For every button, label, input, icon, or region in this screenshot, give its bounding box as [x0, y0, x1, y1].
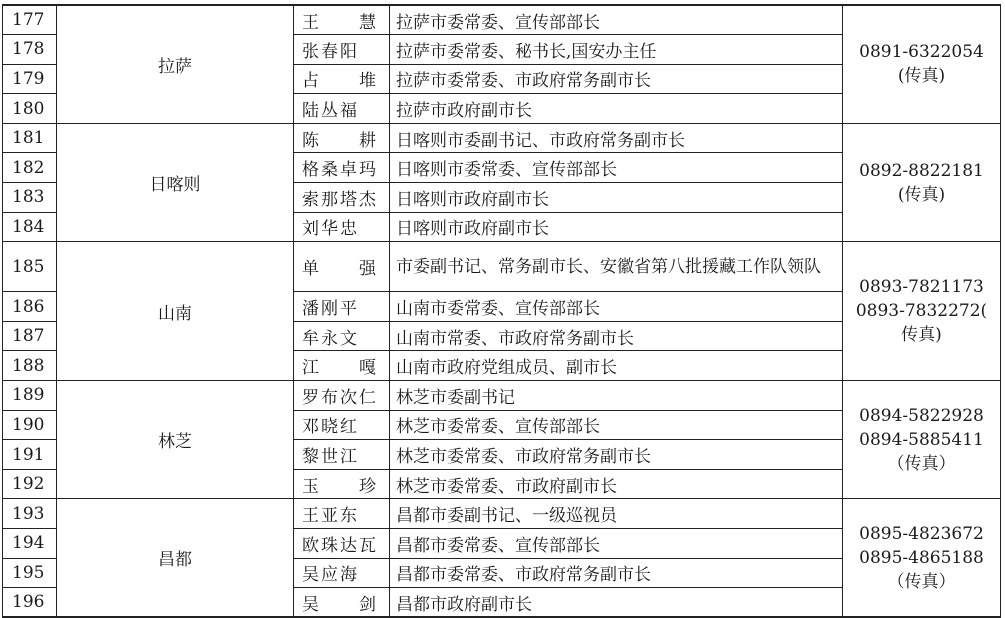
official-position: 林芝市委常委、宣传部部长 [390, 410, 843, 440]
official-position: 日喀则市委常委、宣传部部长 [390, 153, 843, 183]
phone-line: 0895-4865188 [859, 547, 984, 568]
table-row [3, 242, 1001, 292]
phone-line: (传真) [897, 66, 946, 87]
official-name: 吴应海 [294, 558, 390, 588]
official-name: 黎世江 [294, 440, 390, 470]
official-name: 格桑卓玛 [294, 153, 390, 183]
phone-line: 0893-7832272( [855, 301, 988, 322]
row-number: 191 [3, 440, 57, 470]
phone-line: 0892-8822181 [859, 160, 984, 181]
row-number: 194 [3, 529, 57, 559]
official-position: 林芝市委常委、市政府常务副市长 [390, 440, 843, 470]
row-number: 193 [3, 499, 57, 529]
city-name: 山南 [57, 242, 294, 381]
table-row [3, 123, 1001, 153]
row-number: 178 [3, 35, 57, 65]
city-name: 拉萨 [57, 5, 294, 123]
official-name: 索那塔杰 [294, 183, 390, 213]
official-position: 山南市政府党组成员、副市长 [390, 351, 843, 381]
row-number: 190 [3, 410, 57, 440]
official-name: 张春阳 [294, 35, 390, 65]
official-name: 单 强 [294, 242, 390, 292]
phone-line: (传真) [897, 184, 946, 205]
official-position: 拉萨市政府副市长 [390, 94, 843, 124]
official-position: 昌都市委常委、宣传部部长 [390, 529, 843, 559]
city-name: 昌都 [57, 499, 294, 617]
official-name: 王 慧 [294, 5, 390, 35]
official-position: 日喀则市委副书记、市政府常务副市长 [390, 123, 843, 153]
phone-line: 0893-7821173 [859, 277, 984, 298]
row-number: 179 [3, 64, 57, 94]
row-number: 180 [3, 94, 57, 124]
row-number: 181 [3, 123, 57, 153]
city-name: 日喀则 [57, 123, 294, 241]
official-name: 江 嘎 [294, 351, 390, 381]
official-position: 山南市常委、市政府常务副市长 [390, 321, 843, 351]
row-number: 187 [3, 321, 57, 351]
official-position: 拉萨市委常委、宣传部部长 [390, 5, 843, 35]
row-number: 192 [3, 469, 57, 499]
official-position: 昌都市委常委、市政府常务副市长 [390, 558, 843, 588]
official-name: 陆丛福 [294, 94, 390, 124]
row-number: 195 [3, 558, 57, 588]
official-position: 昌都市委副书记、一级巡视员 [390, 499, 843, 529]
official-position: 拉萨市委常委、市政府常务副市长 [390, 64, 843, 94]
phone-cell [843, 5, 1001, 123]
official-name: 欧珠达瓦 [294, 529, 390, 559]
phone-line: 0894-5822928 [859, 405, 984, 426]
phone-line: 0895-4823672 [859, 523, 984, 544]
official-name: 牟永文 [294, 321, 390, 351]
official-name: 潘刚平 [294, 292, 390, 322]
city-name: 林芝 [57, 381, 294, 499]
official-name: 刘华忠 [294, 212, 390, 242]
phone-line: 0891-6322054 [859, 42, 984, 63]
official-name: 王亚东 [294, 499, 390, 529]
phone-line: 传真) [901, 325, 942, 346]
row-number: 184 [3, 212, 57, 242]
phone-line: 0894-5885411 [859, 429, 984, 450]
row-number: 182 [3, 153, 57, 183]
row-number: 188 [3, 351, 57, 381]
official-position: 山南市委常委、宣传部部长 [390, 292, 843, 322]
official-name: 玉 珍 [294, 469, 390, 499]
phone-line: （传真） [887, 453, 956, 474]
table-row [3, 499, 1001, 529]
official-name: 邓晓红 [294, 410, 390, 440]
official-name: 陈 耕 [294, 123, 390, 153]
official-position: 昌都市政府副市长 [390, 588, 843, 618]
row-number: 177 [3, 5, 57, 35]
phone-cell [843, 242, 1001, 381]
official-name: 吴 剑 [294, 588, 390, 618]
row-number: 186 [3, 292, 57, 322]
official-position: 林芝市委副书记 [390, 381, 843, 411]
phone-cell [843, 123, 1001, 241]
official-position: 林芝市委常委、市政府副市长 [390, 469, 843, 499]
row-number: 196 [3, 588, 57, 618]
official-contact-table [2, 4, 1001, 618]
table-body [3, 5, 1001, 617]
row-number: 189 [3, 381, 57, 411]
official-position: 日喀则市政府副市长 [390, 212, 843, 242]
table-row [3, 5, 1001, 35]
row-number: 185 [3, 242, 57, 292]
row-number: 183 [3, 183, 57, 213]
official-name: 占 堆 [294, 64, 390, 94]
phone-cell [843, 381, 1001, 499]
official-name: 罗布次仁 [294, 381, 390, 411]
official-position: 市委副书记、常务副市长、安徽省第八批援藏工作队领队 [390, 242, 843, 292]
table-row [3, 381, 1001, 411]
official-position: 日喀则市政府副市长 [390, 183, 843, 213]
phone-line: （传真） [887, 571, 956, 592]
official-position: 拉萨市委常委、秘书长,国安办主任 [390, 35, 843, 65]
